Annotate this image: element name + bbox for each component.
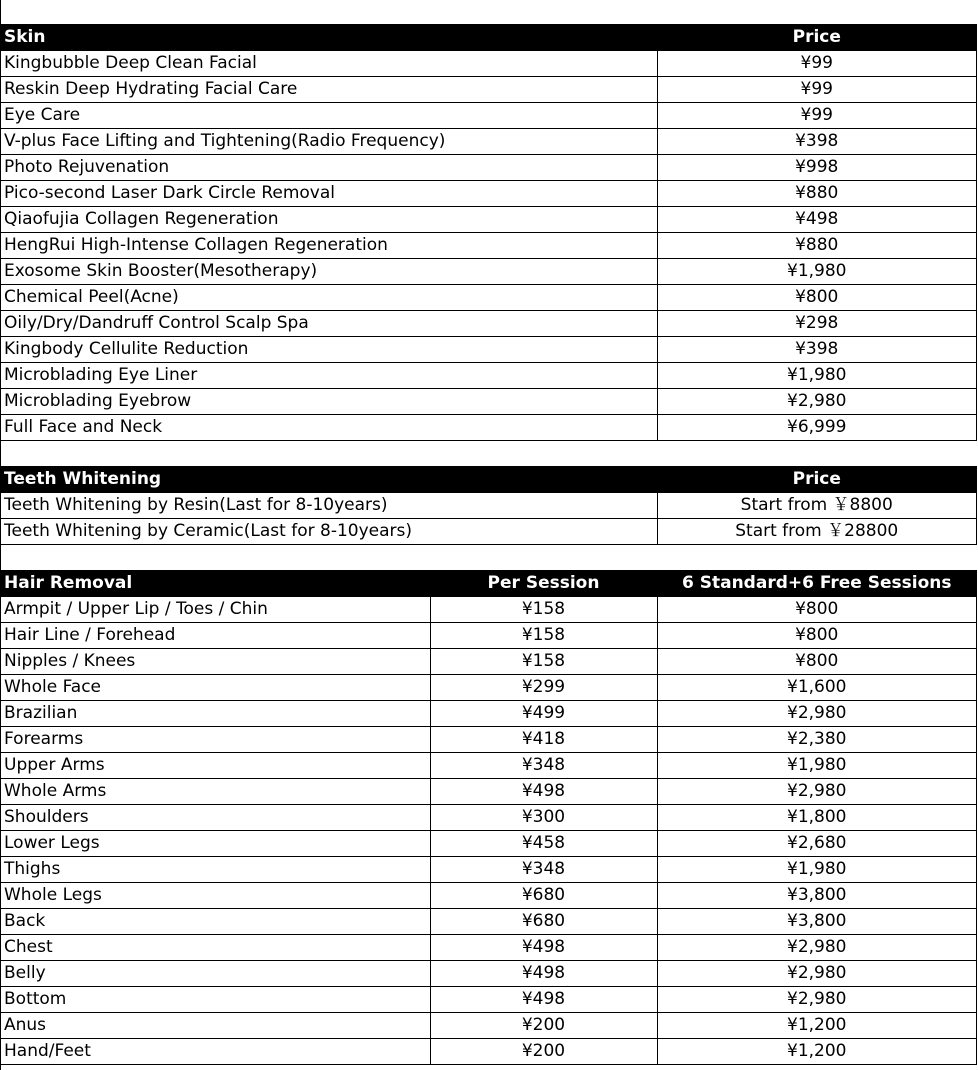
skin-table-row [0,259,977,285]
teeth-table-row [0,493,977,519]
body-area-cell: Thighs [0,857,430,883]
service-name-cell: Eye Care [0,103,657,129]
per-session-price-cell: ¥158 [430,623,657,649]
price-cell: ¥498 [657,207,977,233]
price-cell: ¥298 [657,311,977,337]
hair-table-row [0,1013,977,1039]
package-price-cell: ¥2,980 [657,779,977,805]
price-cell: ¥998 [657,155,977,181]
skin-table-row [0,207,977,233]
skin-table-row [0,389,977,415]
body-area-cell: Chest [0,935,430,961]
package-price-cell: ¥2,980 [657,961,977,987]
per-session-price-cell: ¥158 [430,597,657,623]
hair-table-row [0,623,977,649]
per-session-price-cell: ¥348 [430,753,657,779]
service-name-cell: V-plus Face Lifting and Tightening(Radio Frequency) [0,129,657,155]
price-cell: ¥880 [657,233,977,259]
teeth-price-header: Price [657,466,977,493]
package-price-cell: ¥1,980 [657,753,977,779]
hair-title: Hair Removal [0,570,430,597]
service-name-cell: Microblading Eyebrow [0,389,657,415]
skin-table-row [0,129,977,155]
package-price-cell: ¥2,680 [657,831,977,857]
per-session-price-cell: ¥680 [430,883,657,909]
hair-table-row [0,857,977,883]
per-session-price-cell: ¥348 [430,857,657,883]
hair-table-row [0,727,977,753]
price-cell: Start from ￥28800 [657,519,977,545]
per-session-price-cell: ¥680 [430,909,657,935]
teeth-header-row [0,466,977,493]
hair-table-row [0,701,977,727]
hair-table-row [0,1039,977,1065]
per-session-price-cell: ¥299 [430,675,657,701]
service-name-cell: HengRui High-Intense Collagen Regeneration [0,233,657,259]
body-area-cell: Anus [0,1013,430,1039]
package-price-cell: ¥2,980 [657,935,977,961]
price-cell: ¥398 [657,129,977,155]
hair-table-row [0,831,977,857]
hair-table-row [0,805,977,831]
teeth-price-table [0,466,977,545]
package-price-cell: ¥1,800 [657,805,977,831]
service-name-cell: Kingbody Cellulite Reduction [0,337,657,363]
package-price-cell: ¥2,980 [657,701,977,727]
body-area-cell: Hand/Feet [0,1039,430,1065]
skin-table-row [0,155,977,181]
package-price-cell: ¥1,600 [657,675,977,701]
package-price-cell: ¥2,380 [657,727,977,753]
package-price-cell: ¥800 [657,623,977,649]
service-name-cell: Pico-second Laser Dark Circle Removal [0,181,657,207]
hair-table-row [0,649,977,675]
skin-table-row [0,415,977,441]
skin-table-row [0,51,977,77]
price-cell: ¥6,999 [657,415,977,441]
service-name-cell: Reskin Deep Hydrating Facial Care [0,77,657,103]
price-cell: ¥398 [657,337,977,363]
body-area-cell: Brazilian [0,701,430,727]
price-cell: ¥1,980 [657,363,977,389]
service-name-cell: Kingbubble Deep Clean Facial [0,51,657,77]
body-area-cell: Lower Legs [0,831,430,857]
service-name-cell: Oily/Dry/Dandruff Control Scalp Spa [0,311,657,337]
per-session-price-cell: ¥300 [430,805,657,831]
body-area-cell: Whole Face [0,675,430,701]
hair-table-row [0,909,977,935]
per-session-price-cell: ¥418 [430,727,657,753]
per-session-price-cell: ¥498 [430,935,657,961]
skin-table-row [0,233,977,259]
hair-removal-price-table [0,570,977,1065]
service-name-cell: Photo Rejuvenation [0,155,657,181]
skin-table-row [0,363,977,389]
body-area-cell: Forearms [0,727,430,753]
per-session-price-cell: ¥200 [430,1039,657,1065]
per-session-price-cell: ¥458 [430,831,657,857]
skin-header-row [0,24,977,51]
hair-table-row [0,597,977,623]
hair-session-header: Per Session [430,570,657,597]
body-area-cell: Whole Legs [0,883,430,909]
per-session-price-cell: ¥158 [430,649,657,675]
price-cell: ¥880 [657,181,977,207]
package-price-cell: ¥3,800 [657,909,977,935]
hair-table-row [0,961,977,987]
teeth-table-row [0,519,977,545]
service-name-cell: Teeth Whitening by Resin(Last for 8-10years) [0,493,657,519]
body-area-cell: Hair Line / Forehead [0,623,430,649]
service-name-cell: Exosome Skin Booster(Mesotherapy) [0,259,657,285]
per-session-price-cell: ¥498 [430,779,657,805]
hair-table-row [0,935,977,961]
package-price-cell: ¥3,800 [657,883,977,909]
body-area-cell: Upper Arms [0,753,430,779]
hair-table-row [0,779,977,805]
skin-table-row [0,337,977,363]
body-area-cell: Armpit / Upper Lip / Toes / Chin [0,597,430,623]
package-price-cell: ¥1,980 [657,857,977,883]
service-name-cell: Microblading Eye Liner [0,363,657,389]
service-name-cell: Teeth Whitening by Ceramic(Last for 8-10years) [0,519,657,545]
skin-title: Skin [0,24,657,51]
price-cell: ¥1,980 [657,259,977,285]
body-area-cell: Belly [0,961,430,987]
hair-package-header: 6 Standard+6 Free Sessions [657,570,977,597]
hair-header-row [0,570,977,597]
teeth-title: Teeth Whitening [0,466,657,493]
hair-table-row [0,883,977,909]
skin-table-row [0,181,977,207]
body-area-cell: Bottom [0,987,430,1013]
per-session-price-cell: ¥499 [430,701,657,727]
package-price-cell: ¥1,200 [657,1013,977,1039]
service-name-cell: Full Face and Neck [0,415,657,441]
per-session-price-cell: ¥200 [430,1013,657,1039]
skin-table-row [0,77,977,103]
skin-table-row [0,103,977,129]
skin-table-body [0,51,977,441]
body-area-cell: Nipples / Knees [0,649,430,675]
package-price-cell: ¥800 [657,597,977,623]
hair-table-row [0,987,977,1013]
per-session-price-cell: ¥498 [430,961,657,987]
service-name-cell: Chemical Peel(Acne) [0,285,657,311]
hair-table-row [0,675,977,701]
teeth-table-body [0,493,977,545]
skin-table-row [0,311,977,337]
body-area-cell: Shoulders [0,805,430,831]
package-price-cell: ¥800 [657,649,977,675]
package-price-cell: ¥1,200 [657,1039,977,1065]
skin-price-header: Price [657,24,977,51]
body-area-cell: Back [0,909,430,935]
skin-table-row [0,285,977,311]
price-cell: ¥2,980 [657,389,977,415]
skin-price-table [0,24,977,441]
price-cell: Start from ￥8800 [657,493,977,519]
package-price-cell: ¥2,980 [657,987,977,1013]
price-cell: ¥99 [657,103,977,129]
price-cell: ¥99 [657,77,977,103]
hair-table-body [0,597,977,1065]
service-name-cell: Qiaofujia Collagen Regeneration [0,207,657,233]
body-area-cell: Whole Arms [0,779,430,805]
price-cell: ¥99 [657,51,977,77]
hair-table-row [0,753,977,779]
per-session-price-cell: ¥498 [430,987,657,1013]
price-cell: ¥800 [657,285,977,311]
